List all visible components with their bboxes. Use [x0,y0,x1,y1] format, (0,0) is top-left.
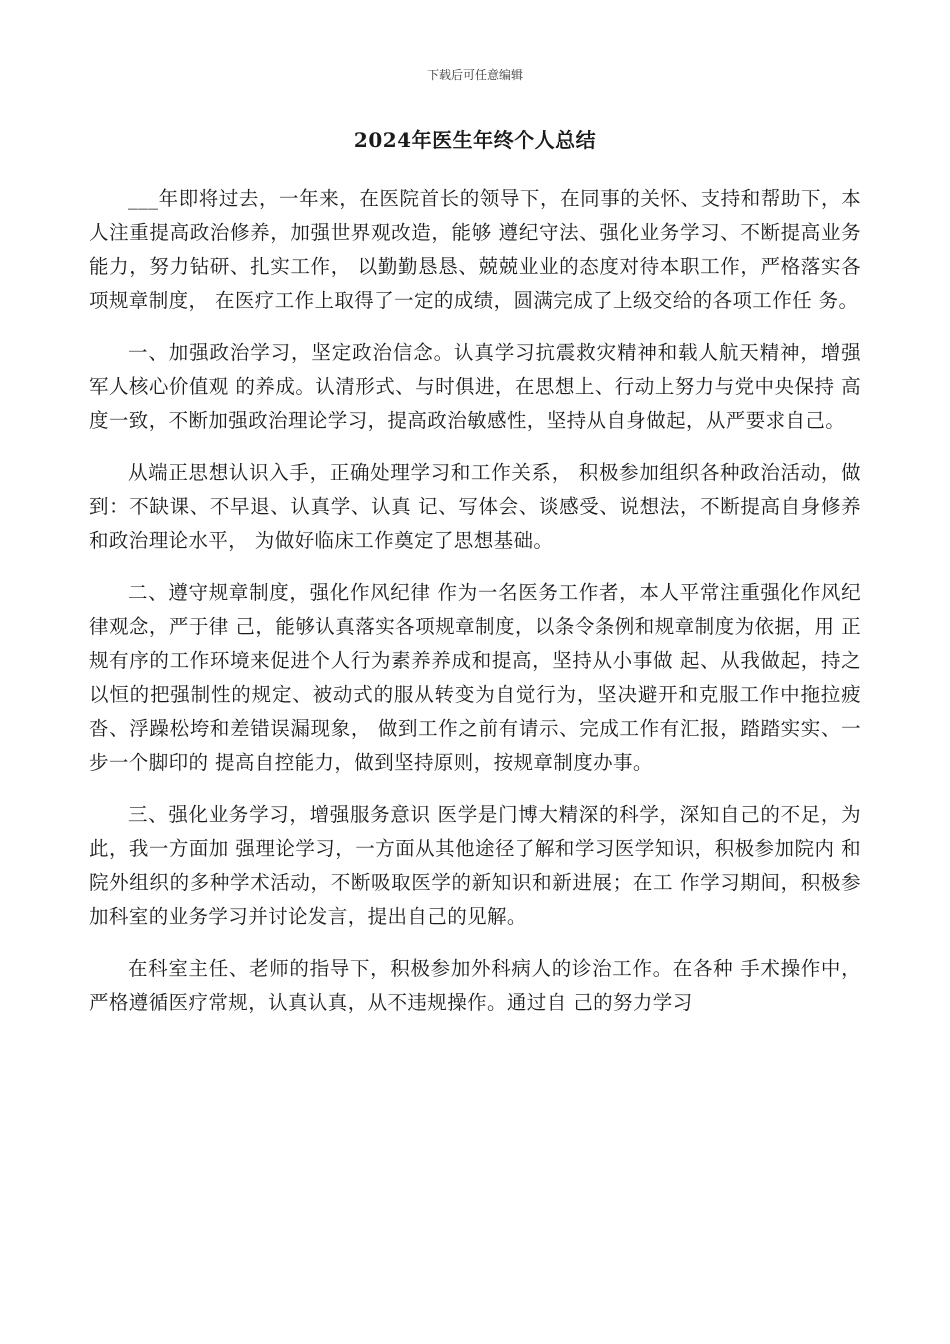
document-title: 2024年医生年终个人总结 [353,128,597,152]
paragraph: 从端正思想认识入手，正确处理学习和工作关系， 积极参加组织各种政治活动，做到：不缺课、不早退、认真学、认真 记、写体会、谈感受、说想法，不断提高自身修养和政治理论水平， 为做好临床工作奠定了思想基础。 [89,461,861,552]
paragraph: 二、遵守规章制度，强化作风纪律 作为一名医务工作者，本人平常注重强化作风纪律观念，严于律 己，能够认真落实各项规章制度，以条令条例和规章制度为依据，用 正规有序的工作环境来促进个人行为素养养成和提高，坚持从小事做 起、从我做起，持之以恒的把强制性的规定、被动式的服从转变为自觉行为，坚决避开和克服工作中拖拉疲沓、浮躁松垮和差错误漏现象， 做到工作之前有请示、完成工作有汇报，踏踏实实、一步一个脚印的 提高自控能力，做到坚持原则，按规章制度办事。 [89,581,861,774]
paragraph: 一、加强政治学习，坚定政治信念。认真学习抗震救灾精神和载人航天精神，增强军人核心价值观 的养成。认清形式、与时俱进，在思想上、行动上努力与党中央保持 高度一致，不断加强政治理论学习，提高政治敏感性，坚持从自身做起，从严要求自己。 [89,341,861,432]
paragraph: 在科室主任、老师的指导下，积极参加外科病人的诊治工作。在各种 手术操作中，严格遵循医疗常规，认真认真，从不违规操作。通过自 己的努力学习 [89,957,861,1014]
document-body [89,182,861,1038]
paragraph: ___年即将过去，一年来，在医院首长的领导下，在同事的关怀、支持和帮助下，本人注重提高政治修养，加强世界观改造，能够 遵纪守法、强化业务学习、不断提高业务能力，努力钻研、扎实工作， 以勤勤恳恳、兢兢业业的态度对待本职工作，严格落实各项规章制度， 在医疗工作上取得了一定的成绩，圆满完成了上级交给的各项工作任 务。 [89,187,861,312]
paragraph: 三、强化业务学习，增强服务意识 医学是门博大精深的科学，深知自己的不足，为此，我一方面加 强理论学习，一方面从其他途径了解和学习医学知识，积极参加院内 和院外组织的多种学术活动，不断吸取医学的新知识和新进展；在工 作学习期间，积极参加科室的业务学习并讨论发言，提出自己的见解。 [89,803,861,928]
header-note: 下载后可任意编辑 [426,68,523,82]
